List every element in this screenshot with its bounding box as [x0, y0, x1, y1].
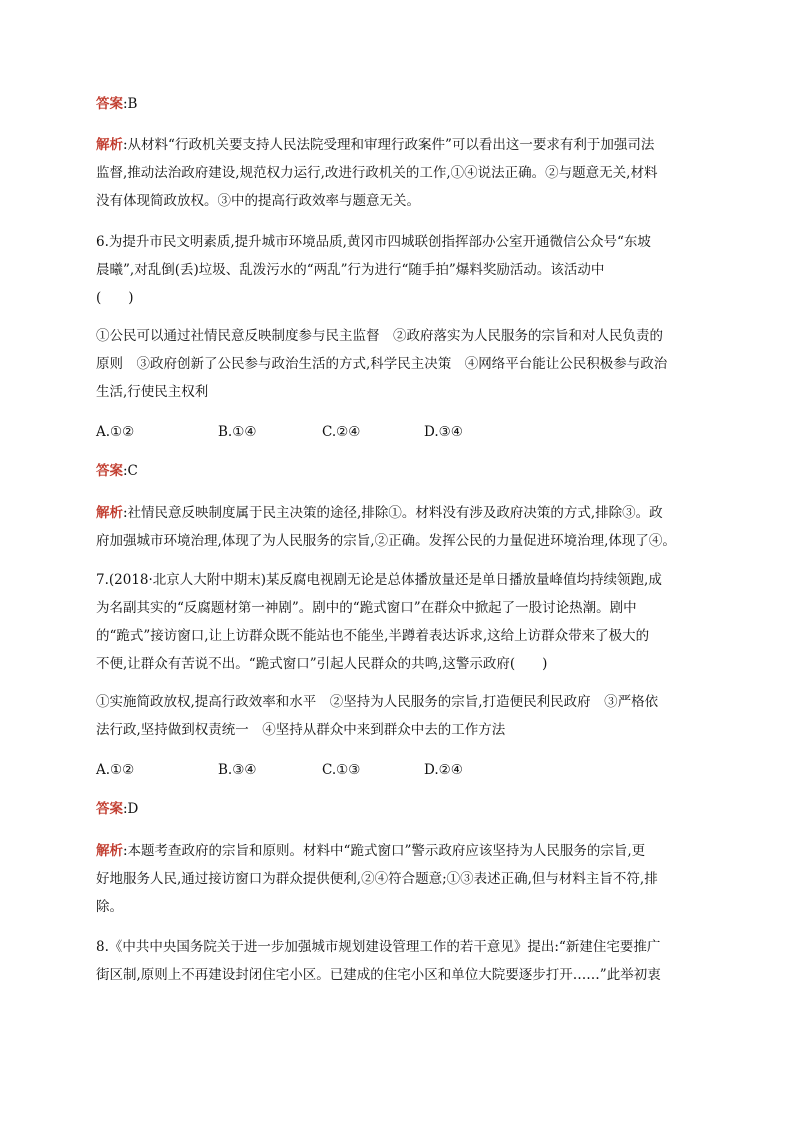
stem-line: 8.《中共中央国务院关于进一步加强城市规划建设管理工作的若干意见》提出:“新建住宅要推广 [96, 939, 661, 955]
option-a: A.①② [96, 424, 135, 440]
analysis-block-7 [96, 837, 696, 921]
answer-label: 答案 [96, 463, 123, 479]
analysis-block-6 [96, 499, 696, 555]
item-line: 生活,行使民主权利 [96, 384, 209, 400]
analysis-line: 除。 [96, 899, 123, 915]
analysis-line: :从材料“行政机关要支持人民法院受理和审理行政案件”可以看出这一要求有利于加强司法 [123, 137, 655, 153]
analysis-label: 解析 [96, 137, 123, 153]
question-6-stem [96, 228, 696, 312]
stem-line: 晨曦”,对乱倒(丢)垃圾、乱泼污水的“两乱”行为进行“随手拍”爆料奖励活动。该活动中 [96, 262, 605, 278]
answer-value: :C [123, 463, 138, 479]
stem-line: 7.(2018·北京人大附中期末)某反腐电视剧无论是总体播放量还是单日播放量峰值均持续领跑,成 [96, 572, 662, 588]
answer-label: 答案 [96, 801, 123, 817]
option-b: B.①④ [218, 424, 257, 440]
answer-block-1 [96, 90, 696, 118]
option-c: C.①③ [322, 762, 361, 778]
analysis-line: 府加强城市环境治理,体现了为人民服务的宗旨,②正确。发挥公民的力量促进环境治理,体现了④。 [96, 533, 676, 549]
analysis-line: 监督,推动法治政府建设,规范权力运行,改进行政机关的工作,①④说法正确。②与题意无关,材料 [96, 165, 658, 181]
question-7-items [96, 688, 696, 744]
stem-line: 的“跪式”接访窗口,让上访群众既不能站也不能坐,半蹲着表达诉求,这给上访群众带来了极大的 [96, 628, 650, 644]
question-7-stem [96, 566, 696, 678]
stem-line: ( ) [96, 290, 134, 306]
analysis-line: 没有体现简政放权。③中的提高行政效率与题意无关。 [96, 193, 420, 209]
answer-label: 答案 [96, 96, 123, 112]
item-line: ①实施简政放权,提高行政效率和水平 ②坚持为人民服务的宗旨,打造便民利民政府 ③严格依 [96, 694, 659, 710]
item-line: 原则 ③政府创新了公民参与政治生活的方式,科学民主决策 ④网络平台能让公民积极参与政治 [96, 356, 668, 372]
question-6-items [96, 322, 696, 406]
stem-line: 为名副其实的“反腐题材第一神剧”。剧中的“跪式窗口”在群众中掀起了一股讨论热潮。剧中 [96, 600, 637, 616]
stem-line: 不便,让群众有苦说不出。“跪式窗口”引起人民群众的共鸣,这警示政府( ) [96, 656, 548, 672]
stem-line: 6.为提升市民文明素质,提升城市环境品质,黄冈市四城联创指挥部办公室开通微信公众号“东坡 [96, 234, 651, 250]
answer-block-6 [96, 457, 696, 485]
question-8-stem [96, 933, 696, 989]
option-a: A.①② [96, 762, 135, 778]
option-d: D.③④ [424, 424, 463, 440]
item-line: 法行政,坚持做到权责统一 ④坚持从群众中来到群众中去的工作方法 [96, 722, 506, 738]
option-c: C.②④ [322, 424, 361, 440]
answer-block-7 [96, 795, 696, 823]
analysis-line: 好地服务人民,通过接访窗口为群众提供便利,②④符合题意;①③表述正确,但与材料主旨不符,排 [96, 871, 658, 887]
analysis-label: 解析 [96, 843, 123, 859]
stem-line: 街区制,原则上不再建设封闭住宅小区。已建成的住宅小区和单位大院要逐步打开……”此举初衷 [96, 967, 661, 983]
answer-value: :D [123, 801, 139, 817]
analysis-line: :本题考查政府的宗旨和原则。材料中“跪式窗口”警示政府应该坚持为人民服务的宗旨,更 [123, 843, 646, 859]
item-line: ①公民可以通过社情民意反映制度参与民主监督 ②政府落实为人民服务的宗旨和对人民负责的 [96, 328, 663, 344]
option-d: D.②④ [424, 762, 463, 778]
analysis-block-1 [96, 131, 696, 215]
answer-value: :B [123, 96, 138, 112]
analysis-label: 解析 [96, 505, 123, 521]
analysis-line: :社情民意反映制度属于民主决策的途径,排除①。材料没有涉及政府决策的方式,排除③。政 [123, 505, 663, 521]
option-b: B.③④ [218, 762, 257, 778]
